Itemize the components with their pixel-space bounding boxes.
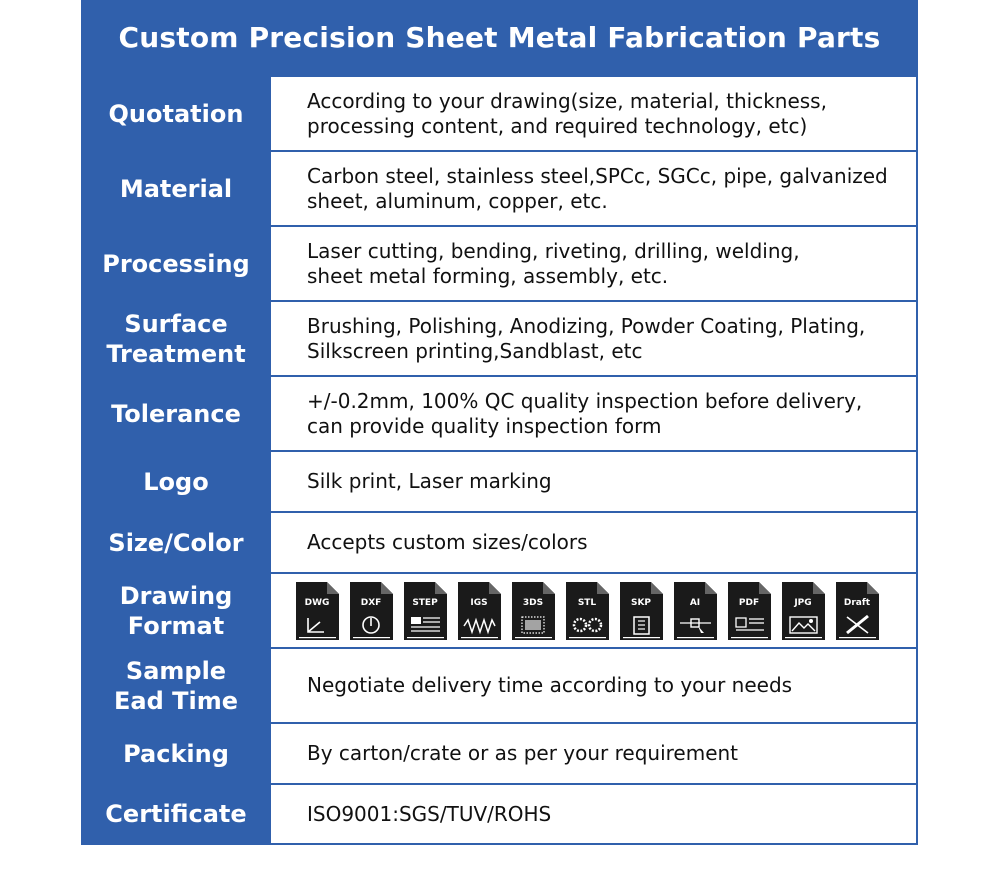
3ds-file-icon — [510, 580, 557, 642]
row-label: Logo — [143, 467, 209, 496]
format-label: STL — [577, 597, 597, 608]
table-row-certificate — [81, 785, 918, 843]
format-label: AI — [689, 597, 701, 608]
skp-file-icon — [618, 580, 665, 642]
table-row-material — [81, 152, 918, 225]
row-label: Sample Ead Time — [113, 656, 238, 715]
row-label: Size/Color — [108, 528, 244, 557]
format-label: SKP — [630, 597, 652, 608]
dwg-file-icon — [294, 580, 341, 642]
drawing-format-icons — [294, 580, 881, 642]
row-value: Silk print, Laser marking — [271, 452, 916, 511]
format-label: IGS — [470, 597, 488, 608]
row-value: ISO9001:SGS/TUV/ROHS — [271, 785, 916, 843]
table-row-quotation — [81, 77, 918, 150]
row-label: Certificate — [105, 800, 247, 828]
draft-file-icon — [834, 580, 881, 642]
table-row-sample-lead-time — [81, 649, 918, 722]
format-label: DXF — [360, 597, 382, 608]
row-label: Surface Treatment — [106, 309, 246, 368]
row-label: Packing — [123, 739, 229, 768]
row-value: Accepts custom sizes/colors — [271, 513, 916, 572]
stl-file-icon — [564, 580, 611, 642]
table-row-logo — [81, 452, 918, 511]
row-value — [271, 574, 916, 647]
row-value: Negotiate delivery time according to your needs — [271, 649, 916, 722]
row-value: By carton/crate or as per your requirement — [271, 724, 916, 783]
row-label: Processing — [102, 249, 250, 278]
table-title: Custom Precision Sheet Metal Fabrication Parts — [118, 21, 881, 54]
pdf-file-icon — [726, 580, 773, 642]
table-row-drawing-format — [81, 574, 918, 647]
igs-file-icon — [456, 580, 503, 642]
format-label: JPG — [794, 597, 812, 608]
row-label: Drawing Format — [119, 581, 233, 640]
jpg-file-icon — [780, 580, 827, 642]
table-row-tolerance — [81, 377, 918, 450]
spec-table — [81, 0, 918, 845]
row-value: +/-0.2mm, 100% QC quality inspection before delivery, can provide quality inspection form — [271, 377, 916, 450]
format-label: STEP — [412, 597, 438, 608]
dxf-file-icon — [348, 580, 395, 642]
row-value: Carbon steel, stainless steel,SPCc, SGCc, pipe, galvanized sheet, aluminum, copper, etc. — [271, 152, 916, 225]
row-value: Brushing, Polishing, Anodizing, Powder Coating, Plating, Silkscreen printing,Sandblast, etc — [271, 302, 916, 375]
format-label: 3DS — [522, 597, 544, 608]
row-label: Quotation — [108, 99, 244, 128]
table-row-processing — [81, 227, 918, 300]
format-label: PDF — [738, 597, 760, 608]
table-row-packing — [81, 724, 918, 783]
format-label: Draft — [843, 597, 871, 608]
table-row-size-color — [81, 513, 918, 572]
row-label: Material — [119, 174, 233, 203]
ai-file-icon — [672, 580, 719, 642]
table-row-surface-treatment — [81, 302, 918, 375]
row-value: Laser cutting, bending, riveting, drilling, welding, sheet metal forming, assembly, etc. — [271, 227, 916, 300]
step-file-icon — [402, 580, 449, 642]
row-label: Tolerance — [111, 399, 241, 428]
format-label: DWG — [304, 597, 330, 608]
row-value: According to your drawing(size, material, thickness, processing content, and required technology, etc) — [271, 77, 916, 150]
